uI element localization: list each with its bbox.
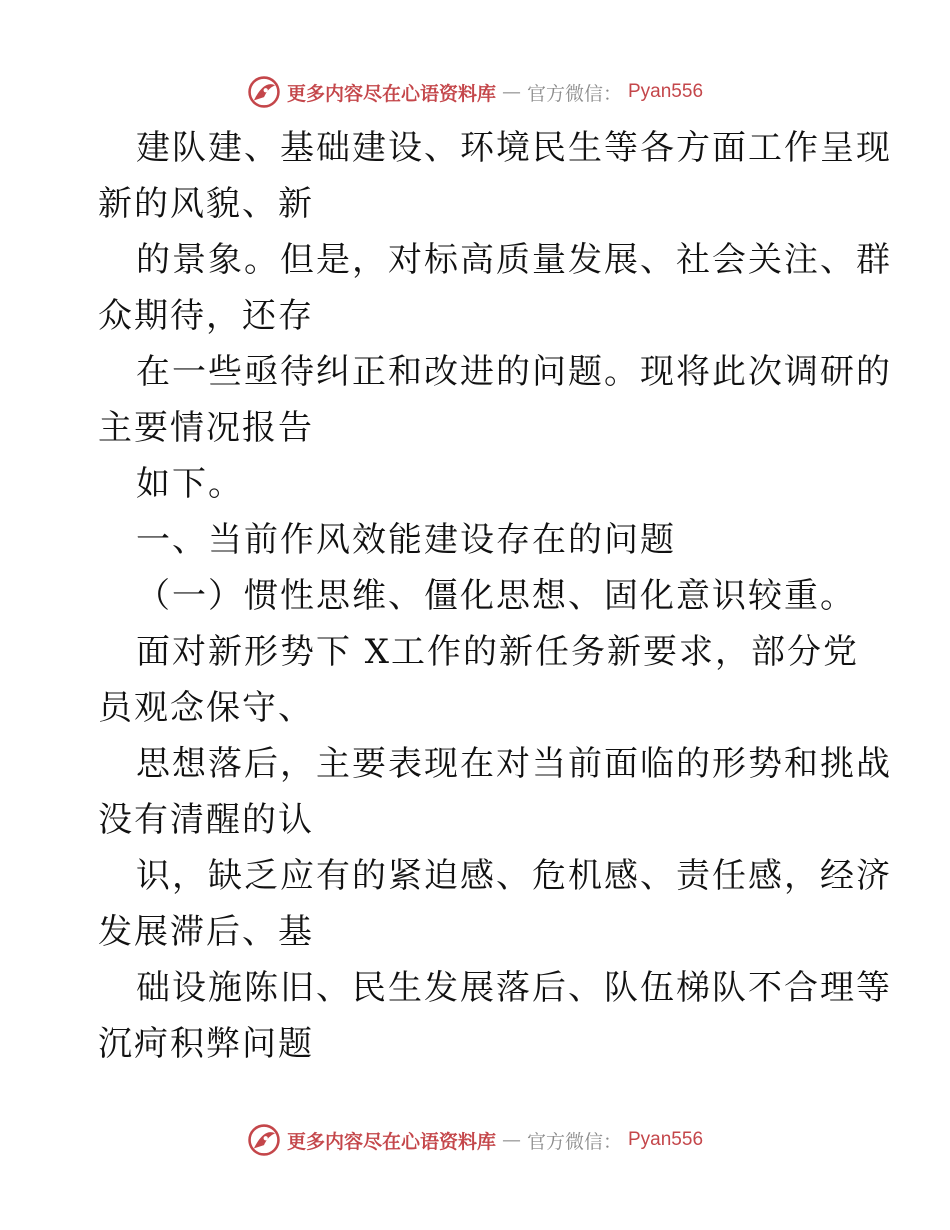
header-official-label: 官方微信：: [526, 82, 622, 105]
pen-nib-logo-icon: [247, 75, 281, 109]
body-line: 员观念保守、: [98, 688, 314, 728]
body-line: 沉疴积弊问题: [98, 1024, 314, 1064]
body-line: 发展滞后、基: [98, 912, 314, 952]
document-body: [98, 120, 892, 1072]
header-banner: [0, 72, 950, 112]
body-line: 在一些亟待纠正和改进的问题。现将此次调研的: [136, 352, 892, 392]
body-line: 面对新形势下 X工作的新任务新要求，部分党: [136, 632, 860, 672]
header-brand-text: 更多内容尽在心语资料库: [286, 82, 496, 105]
header-wechat-id: Pyan556: [628, 81, 704, 102]
header-dash: —: [501, 81, 521, 103]
section-heading: 一、当前作风效能建设存在的问题: [136, 520, 676, 560]
body-line: 的景象。但是，对标高质量发展、社会关注、群: [136, 240, 892, 280]
footer-wechat-id: Pyan556: [628, 1129, 704, 1150]
body-line: 如下。: [136, 464, 244, 504]
body-line: 没有清醒的认: [98, 800, 314, 840]
footer-dash: —: [501, 1129, 521, 1151]
body-line: 识，缺乏应有的紧迫感、危机感、责任感，经济: [136, 856, 892, 896]
body-line: 众期待，还存: [98, 296, 314, 336]
body-line: 思想落后，主要表现在对当前面临的形势和挑战: [136, 744, 892, 784]
body-line: 主要情况报告: [98, 408, 314, 448]
footer-banner: [0, 1120, 950, 1160]
footer-official-label: 官方微信：: [526, 1130, 622, 1153]
body-line: 新的风貌、新: [98, 184, 314, 224]
body-line: 础设施陈旧、民生发展落后、队伍梯队不合理等: [136, 968, 892, 1008]
footer-brand-text: 更多内容尽在心语资料库: [286, 1130, 496, 1153]
pen-nib-logo-icon: [247, 1123, 281, 1157]
body-line: 建队建、基础建设、环境民生等各方面工作呈现: [136, 128, 892, 168]
subsection-heading: （一）惯性思维、僵化思想、固化意识较重。: [136, 576, 856, 616]
